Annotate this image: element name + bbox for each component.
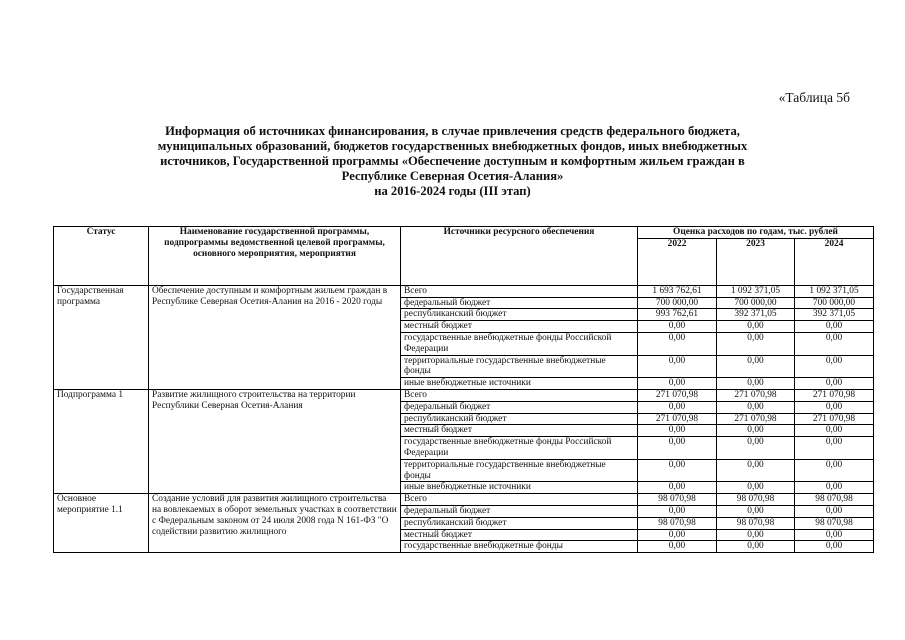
cell-value-2023: 0,00 xyxy=(717,482,795,494)
cell-value-2023: 392 371,05 xyxy=(717,309,795,321)
header-year-2024: 2024 xyxy=(795,238,874,285)
cell-value-2024: 0,00 xyxy=(795,459,874,482)
cell-value-2024: 0,00 xyxy=(795,425,874,437)
cell-value-2024: 0,00 xyxy=(795,437,874,460)
cell-value-2023: 271 070,98 xyxy=(717,389,795,401)
cell-value-2024: 700 000,00 xyxy=(795,297,874,309)
cell-source: государственные внебюджетные фонды Российской Федерации xyxy=(401,437,638,460)
header-year-2023: 2023 xyxy=(717,238,795,285)
cell-source: федеральный бюджет xyxy=(401,297,638,309)
cell-value-2023: 700 000,00 xyxy=(717,297,795,309)
cell-value-2022: 0,00 xyxy=(638,541,717,553)
header-name: Наименование государственной программы, подпрограммы ведомственной целевой программы, основного мероприятия, мероприятия xyxy=(149,227,401,286)
title-line: на 2016-2024 годы (III этап) xyxy=(374,184,531,198)
cell-value-2023: 0,00 xyxy=(717,321,795,333)
cell-value-2024: 0,00 xyxy=(795,355,874,378)
cell-value-2022: 0,00 xyxy=(638,482,717,494)
cell-program-name: Развитие жилищного строительства на территории Республики Северная Осетия-Алания xyxy=(149,389,401,493)
cell-value-2023: 0,00 xyxy=(717,355,795,378)
cell-value-2024: 271 070,98 xyxy=(795,389,874,401)
cell-source: иные внебюджетные источники xyxy=(401,378,638,390)
cell-source: федеральный бюджет xyxy=(401,401,638,413)
cell-status: Подпрограмма 1 xyxy=(54,389,149,493)
cell-value-2024: 0,00 xyxy=(795,321,874,333)
cell-value-2023: 98 070,98 xyxy=(717,494,795,506)
cell-value-2023: 0,00 xyxy=(717,425,795,437)
document-title xyxy=(60,124,845,199)
cell-value-2023: 98 070,98 xyxy=(717,517,795,529)
cell-value-2023: 1 092 371,05 xyxy=(717,285,795,297)
cell-value-2024: 0,00 xyxy=(795,332,874,355)
cell-value-2022: 271 070,98 xyxy=(638,413,717,425)
cell-source: иные внебюджетные источники xyxy=(401,482,638,494)
cell-value-2022: 0,00 xyxy=(638,401,717,413)
cell-value-2023: 0,00 xyxy=(717,378,795,390)
cell-value-2022: 98 070,98 xyxy=(638,494,717,506)
cell-value-2022: 0,00 xyxy=(638,459,717,482)
cell-value-2024: 0,00 xyxy=(795,401,874,413)
table-label: «Таблица 5б xyxy=(778,90,850,105)
cell-source: местный бюджет xyxy=(401,529,638,541)
cell-value-2022: 0,00 xyxy=(638,425,717,437)
cell-source: республиканский бюджет xyxy=(401,309,638,321)
cell-program-name: Создание условий для развития жилищного строительства на вовлекаемых в оборот земельных участках в соответствии с Федеральным законом от 24 июля 2008 года N 161-ФЗ "О содействии развитию жилищного xyxy=(149,494,401,553)
cell-source: государственные внебюджетные фонды Российской Федерации xyxy=(401,332,638,355)
cell-value-2022: 0,00 xyxy=(638,355,717,378)
cell-value-2023: 0,00 xyxy=(717,401,795,413)
cell-value-2022: 0,00 xyxy=(638,378,717,390)
cell-source: территориальные государственные внебюджетные фонды xyxy=(401,355,638,378)
cell-value-2022: 0,00 xyxy=(638,437,717,460)
cell-value-2024: 0,00 xyxy=(795,541,874,553)
cell-source: Всего xyxy=(401,494,638,506)
cell-value-2023: 0,00 xyxy=(717,332,795,355)
cell-source: республиканский бюджет xyxy=(401,517,638,529)
cell-value-2024: 0,00 xyxy=(795,505,874,517)
title-line: муниципальных образований, бюджетов государственных внебюджетных фондов, иных внебюджетных xyxy=(157,139,748,153)
cell-value-2023: 0,00 xyxy=(717,505,795,517)
cell-value-2022: 0,00 xyxy=(638,321,717,333)
cell-value-2022: 993 762,61 xyxy=(638,309,717,321)
cell-value-2022: 98 070,98 xyxy=(638,517,717,529)
cell-value-2024: 1 092 371,05 xyxy=(795,285,874,297)
cell-value-2023: 0,00 xyxy=(717,437,795,460)
cell-value-2022: 700 000,00 xyxy=(638,297,717,309)
cell-value-2024: 98 070,98 xyxy=(795,517,874,529)
cell-source: местный бюджет xyxy=(401,321,638,333)
cell-value-2022: 1 693 762,61 xyxy=(638,285,717,297)
cell-source: Всего xyxy=(401,285,638,297)
cell-value-2024: 98 070,98 xyxy=(795,494,874,506)
cell-value-2024: 0,00 xyxy=(795,482,874,494)
cell-value-2022: 0,00 xyxy=(638,332,717,355)
cell-value-2022: 0,00 xyxy=(638,529,717,541)
cell-status: Основное мероприятие 1.1 xyxy=(54,494,149,553)
table-row xyxy=(54,494,874,506)
table-row xyxy=(54,389,874,401)
header-year-2022: 2022 xyxy=(638,238,717,285)
cell-value-2022: 0,00 xyxy=(638,505,717,517)
cell-value-2024: 392 371,05 xyxy=(795,309,874,321)
title-line: Республике Северная Осетия-Алания» xyxy=(341,169,564,183)
cell-source: республиканский бюджет xyxy=(401,413,638,425)
financing-table xyxy=(53,226,874,553)
title-line: источников, Государственной программы «Обеспечение доступным и комфортным жильем граждан в xyxy=(160,154,745,168)
cell-value-2024: 0,00 xyxy=(795,529,874,541)
cell-value-2023: 0,00 xyxy=(717,459,795,482)
header-estimate: Оценка расходов по годам, тыс. рублей xyxy=(638,227,874,239)
cell-program-name: Обеспечение доступным и комфортным жильем граждан в Республике Северная Осетия-Алания на 2016 - 2020 годы xyxy=(149,285,401,389)
cell-source: местный бюджет xyxy=(401,425,638,437)
title-line: Информация об источниках финансирования, в случае привлечения средств федерального бюджета, xyxy=(165,124,740,138)
cell-value-2023: 0,00 xyxy=(717,529,795,541)
cell-source: Всего xyxy=(401,389,638,401)
table-row xyxy=(54,285,874,297)
cell-value-2023: 271 070,98 xyxy=(717,413,795,425)
cell-value-2022: 271 070,98 xyxy=(638,389,717,401)
table-body xyxy=(54,285,874,552)
cell-value-2024: 0,00 xyxy=(795,378,874,390)
cell-value-2024: 271 070,98 xyxy=(795,413,874,425)
cell-source: государственные внебюджетные фонды xyxy=(401,541,638,553)
cell-status: Государственная программа xyxy=(54,285,149,389)
header-status: Статус xyxy=(54,227,149,286)
cell-source: федеральный бюджет xyxy=(401,505,638,517)
header-sources: Источники ресурсного обеспечения xyxy=(401,227,638,286)
cell-source: территориальные государственные внебюджетные фонды xyxy=(401,459,638,482)
cell-value-2023: 0,00 xyxy=(717,541,795,553)
